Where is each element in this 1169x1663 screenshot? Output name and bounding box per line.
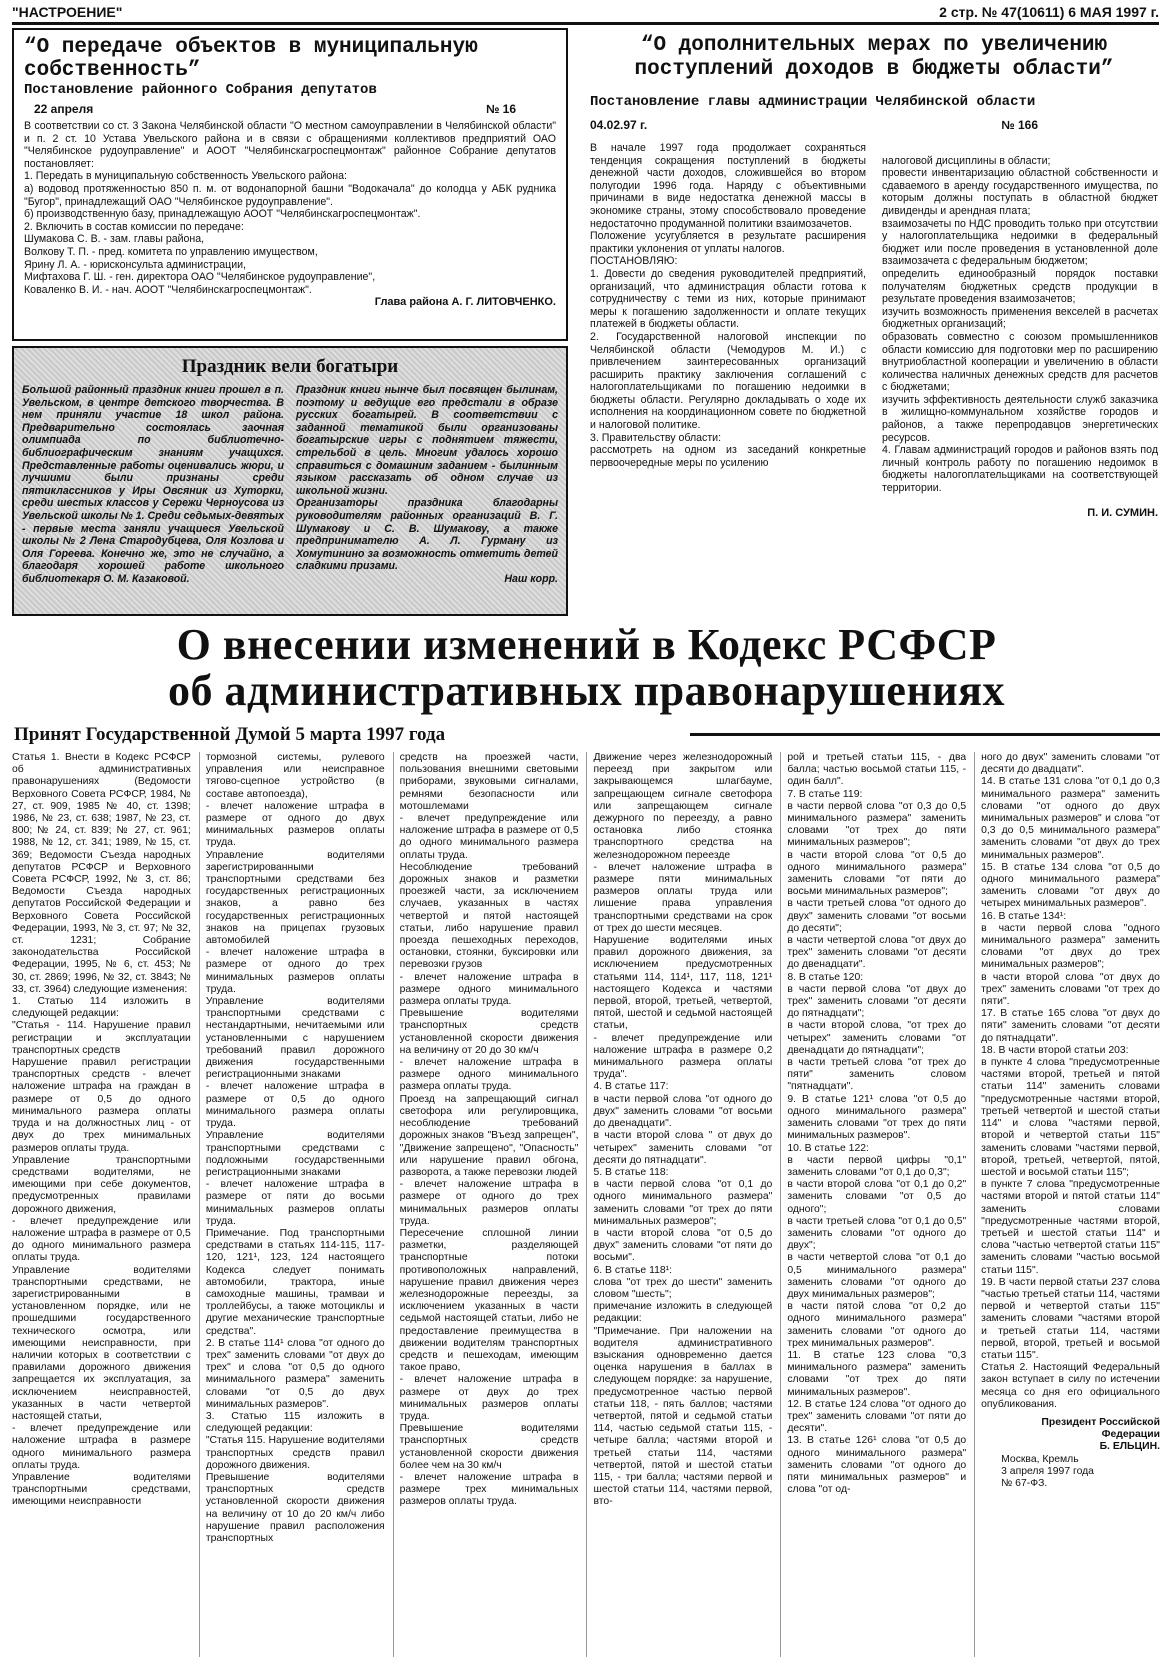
law-col-1: Статья 1. Внести в Кодекс РСФСР об административных правонарушениях (Ведомости Верховного Совета РСФСР, 1984, № 27, ст. 909, 1985 № 40, ст. 1398; 1986, № 23, ст. 638; 1987, № 23, ст. 800; № 24, ст. 839; № 27, ст. 961; 1988, № 12, ст. 341; 1989, № 15, ст. 369; Ведомости Съезда народных депутатов РСФСР и Верховного Совета РСФСР, 1992, № 3, ст. 86; Ведомости Съезда народных депутатов Российской Федерации и Верховного Совета Российской Федерации, 1993, № 3, ст. 97; № 32, ст. 1231; Собрание законодательства Российской Федерации, 1995, № 6, ст. 453; № 30, ст. 2869; 1996, № 32, ст. 3843; № 33, ст. 3964) следующие изменения: 1. Статью 114 изложить в следующей редакции: "Статья - 114. Нарушение правил регистрации и эксплуатации транспортных средств Нарушение правил регистрации транспортных средств - влечет наложение штрафа на граждан в размере от 0,5 до одного минимального размера оплаты труда и на должностных лиц - от двух до трех минимальных размеров оплаты труда. Управление транспортными средствами водителями, не имеющими при себе документов, предусмотренных правилами дорожного движения, - влечет предупреждение или наложение штрафа в размере от 0,5 до одного минимального размера оплаты труда. Управление водителями транспортными средствами, не зарегистрированными в установленном порядке, или не прошедшими государственного технического осмотра, или имеющими неисправности, при наличии которых в соответствии с правилами дорожного движения запрещается их эксплуатация, за исключением неисправностей, указанных в части четвертой настоящей статьи, - влечет предупреждение или наложение штрафа в размере одного минимального размера оплаты труда. Управление водителями транспортными средствами, имеющими неисправности (12, 752, 191, 1508)
budget-col-2: налоговой дисциплины в области; провести инвентаризацию областной собственности и сдаваемого в аренду государственного имущества, по которым должны поступать в областной бюджет дивиденды и арендная плата; взаимозачеты по НДС проводить только при отсутствии у налогоплательщика недоимки в федеральный бюджет или после проведения в установленной доле взаимозачета с федеральным бюджетом; определить единообразный порядок поставки получателям бюджетных средств продукции в результате проведения взаимозачетов; изучить возможность применения векселей в расчетах бюджетных организаций; образовать совместно с союзом промышленников области комиссию для подготовки мер по расширению внутриобластной кооперации и увеличению в области количества наличных денежных средств для расчетов с бюджетами; изучить эффективность деятельности служб заказчика в жилищно-коммунальном хозяйстве городов и районов, а также перепродавцов энергетических ресурсов. 4. Главам администраций городов и районов взять под личный контроль работу по погашению недоимок в бюджеты налогоплательщиками на соответствующей территории. (882, 154, 1158, 495)
budget-title: “О дополнительных мерах по увеличению поступлений доходов в бюджеты области” (634, 34, 1114, 81)
law-title-line-1: О внесении изменений в Кодекс РСФСР (176, 620, 997, 669)
holiday-article (12, 346, 568, 616)
budget-number: № 166 (1001, 118, 1038, 132)
budget-date: 04.02.97 г. (590, 118, 648, 132)
municipal-subtitle: Постановление районного Собрания депутатов (24, 82, 377, 98)
municipal-resolution (12, 28, 568, 341)
law-col-5: рой и третьей статьи 115, - два балла; частью восьмой статьи 115, - один балл". 7. В статье 119: в части первой слова "от 0,3 до 0,5 минимального размера" заменить словами "от трех до пяти минимальных размеров"; в части второй слова "от 0,5 до одного минимального размера" заменить словами "от пяти до восьми минимальных размеров"; в части третьей слова "от одного до двух" заменить словами "от восьми до десяти"; в части четвертой слова "от двух до трех" заменить словами "от десяти до двенадцати". 8. В статье 120: в части первой слова "от двух до трех" заменить словами "от десяти до пятнадцати"; в части второй слова, "от трех до четырех" заменить словами "от двенадцати до пятнадцати"; в части третьей слова "от трех до пяти" заменить словом "пятнадцати". 9. В статье 121¹ слова "от 0,5 до одного минимального размера" заменить словами "от трех до пяти минимальных размеров". 10. В статье 122: в части первой цифры "0,1" заменить словами "от 0,1 до 0,3"; в части второй слова "от 0,1 до 0,2" заменить словами "от 0,5 до одного"; в части третьей слова "от 0,1 до 0,5" заменить словами "от одного до двух"; в части четвертой слова "от 0,1 до 0,5 минимального размера" заменить словами "от одного до двух минимальных размеров"; в части пятой слова "от 0,2 до одного минимального размера" заменить словами "от одного до трех минимальных размеров". 11. В статье 123 слова "0,3 минимального размера" заменить словами "от трех до пяти минимальных размеров". 12. В статье 124 слова "от одного до трех" заменить словами "от пяти до десяти". 13. В статье 126¹ слова "от 0,5 до одного минимального размера" заменить словами "от одного до пяти минимальных размеров" и слова "от од- (780, 752, 966, 1657)
section-name: "НАСТРОЕНИЕ" (12, 4, 123, 20)
budget-subtitle: Постановление главы администрации Челябинской области (590, 94, 1036, 110)
law-title-line-2: об административных правонарушениях (168, 666, 1005, 715)
law-body (12, 752, 1160, 1657)
budget-resolution (590, 28, 1158, 618)
law-col-6: ного до двух" заменить словами "от десяти до двадцати". 14. В статье 131 слова "от 0,1 до 0,3 минимального размера" заменить словами "от одного до двух минимальных размеров" и слова "от 0,3 до 0,5 минимального размера" заменить словами "от двух до трех минимальных размеров". 15. В статье 134 слова "от 0,5 до одного минимального размера" заменить словами "от двух до четырех минимальных размеров". 16. В статье 134¹: в части первой слова "одного минимального размера" заменить словами "от двух до трех минимальных размеров"; в части второй слова "от двух до трех" заменить словами "от трех до пяти". 17. В статье 165 слова "от двух до пяти" заменить словами "от десяти до пятнадцати". 18. В части второй статьи 203: в пункте 4 слова "предусмотренные частями второй, третьей и пятой статьи 114" заменить словами "предусмотренные частями второй, третьей четвертой и шестой статьи 114" и слова "частями первой, второй и четвертой статьи 115" заменить словами "частями первой, второй, третьей, четвертой, пятой, шестой и восьмой статьи 115"; в пункте 7 слова "предусмотренные частями второй и пятой статьи 114" заменить словами "предусмотренные частями второй, третьей и шестой статьи 114" и слова "частью четвертой статьи 115" заменить словами "частью восьмой статьи 115". 19. В части первой статьи 237 слова "частью третьей статьи 114, частями первой и четвертой статьи 115" заменить словами "частями второй и третьей статьи 114, частями первой, второй, третьей и восьмой статьи 115". Статья 2. Настоящий Федеральный закон вступает в силу по истечении месяца со дня его официального опубликования. (981, 752, 1160, 1410)
law-place: Москва, Кремль (1001, 1453, 1079, 1465)
holiday-col-1: Большой районный праздник книги прошел в п. Увельском, в центре детского творчества. В нем приняли участие 18 школ района. Предварительно состоялась заочная олимпиада по библиотечно-библиографическим знаниям учащихся. Представленные работы оценивались жюри, и лучшими были признаны среди пятиклассников у Иры Овсяник из Хуторки, среди шестых классов у Сережи Черноусова из Увельской школы № 1. Среди седьмых-девятых - первые места заняли учащиеся Увельской школы № 2 Лена Стародубцева, Оля Козлова и Оля Гореева. Конечно же, это не случайно, а благодаря хорошей работе школьного библиотекаря О. М. Казаковой. (22, 384, 284, 585)
law-number: № 67-ФЗ. (1001, 1477, 1048, 1489)
law-headline (14, 622, 1159, 714)
budget-col-1: В начале 1997 года продолжает сохраняться тенденция сокращения поступлений в бюджеты денежной части доходов, сложившейся во втором полугодии 1996 года. Наряду с объективными причинами в виде недостатка денежной массы в экономике страны, этому способствовало проведение недостаточно продуманной политики взаимозачетов. Положение усугубляется в результате расширения практики уклонения от уплаты налогов. ПОСТАНОВЛЯЮ: 1. Довести до сведения руководителей предприятий, организаций, что администрация области готова к сотрудничеству с теми из них, которые принимают меры к погашению задолженности и оплате текущих платежей в бюджеты области. 2. Государственной налоговой инспекции по Челябинской области (Чемодуров М. И.) с привлечением заинтересованных организаций расширить практику заключения соглашений с налогоплательщиками по погашению недоимки в бюджеты области. Регулярно докладывать о ходе их исполнения на координационном совете по бюджетной и налоговой политике. 3. Правительству области: рассмотреть на одном из заседаний конкретные первоочередные меры по усилению (590, 142, 866, 469)
holiday-title: Праздник вели богатыри (181, 356, 399, 377)
law-col-2: тормозной системы, рулевого управления или неисправное тягово-сцепное устройство (в составе автопоезда), - влечет наложение штрафа в размере от одного до двух минимальных размеров оплаты труда. Управление водителями зарегистрированными транспортными средствами без государственных регистрационных знаков, а равно без государственных регистрационных знаков на прицепах грузовых автомобилей - влечет наложение штрафа в размере от одного до трех минимальных размеров оплаты труда. Управление водителями транспортными средствами с нестандартными, нечитаемыми или установленными с нарушением требований правил дорожного движения государственными регистрационными знаками - влечет наложение штрафа в размере от 0,5 до одного минимального размера оплаты труда. Управление водителями транспортными средствами с подложными государственными регистрационными знаками - влечет наложение штрафа в размере от пяти до восьми минимальных размеров оплаты труда. Примечание. Под транспортными средствами в статьях 114-115, 117-120, 121¹, 123, 124 настоящего Кодекса следует понимать автомобили, трактора, иные самоходные машины, трамваи и троллейбусы, а также мотоциклы и другие механические транспортные средства". 2. В статье 114¹ слова "от одного до трех" заменить словами "от двух до трех" и слова "от 0,5 до одного минимального размера" заменить словами "от 0,5 до двух минимальных размеров". 3. Статью 115 изложить в следующей редакции: "Статья 115. Нарушение водителями транспортных средств правил дорожного движения. Превышение водителями транспортных средств установленной скорости движения на величину от 10 до 20 км/ч либо нарушение правил расположения транспортных (199, 752, 385, 1657)
law-date: 3 апреля 1997 года (1001, 1465, 1094, 1477)
issue-info: 2 стр. № 47(10611) 6 МАЯ 1997 г. (939, 4, 1159, 20)
municipal-signature: Глава района А. Г. ЛИТОВЧЕНКО. (374, 296, 556, 309)
holiday-col-2: Праздник книги нынче был посвящен былинам, поэтому и ведущие его предстали в образе русских богатырей. В соответствии с заданной тематикой были организованы богатырские игры с поднятием тяжести, стрельбой в цель. Многим удалось хорошо справиться с домашним заданием - былинным языком рассказать об одном случае из школьной жизни. Организаторы праздника благодарны руководителям районных организаций В. Г. Шумакову и С. В. Шумакову, а также предпринимателю А. Л. Гурману из Хомутинино за возможность отметить детей сладкими призами. (296, 384, 558, 573)
holiday-source: Наш корр. (504, 572, 558, 585)
law-col-3: средств на проезжей части, пользования внешними световыми приборами, звуковыми сигналами, ремнями безопасности или мотошлемами - влечет предупреждение или наложение штрафа в размере от 0,5 до одного минимального размера оплаты труда. Несоблюдение требований дорожных знаков и разметки проезжей части, за исключением случаев, указанных в частях четвертой и пятой настоящей статьи, либо нарушение правил проезда пешеходных переходов, остановки, стоянки, буксировки или перевозки грузов - влечет наложение штрафа в размере одного минимального размера оплаты труда. Превышение водителями транспортных средств установленной скорости движения на величину от 20 до 30 км/ч - влечет наложение штрафа в размере одного минимального размера оплаты труда. Проезд на запрещающий сигнал светофора или регулировщика, несоблюдение требований дорожных знаков "Въезд запрещен", "Движение запрещено", "Опасность" или нарушение правил обгона, разворота, а также перевозки людей - влечет наложение штрафа в размере от одного до трех минимальных размеров оплаты труда. Пересечение сплошной линии разметки, разделяющей транспортные потоки противоположных направлений, нарушение правил движения через железнодорожные переезды, за исключением указанных в части седьмой настоящей статьи, либо не предоставление преимущества в движении водителям транспортных средств и пешеходам, имеющим такое право, - влечет наложение штрафа в размере от двух до трех минимальных размеров оплаты труда. Превышение водителями транспортных средств установленной скорости движения более чем на 30 км/ч - влечет наложение штрафа в размере трех минимальных размеров оплаты труда. (393, 752, 579, 1657)
municipal-body: В соответствии со ст. 3 Закона Челябинской области "О местном самоуправлении в Челябинской области" и п. 2 ст. 10 Устава Увельского района и в связи с обращениями коллективов предприятий ОАО "Челябинское рудоуправление" и АООТ "Челябинскагроспецмонтаж" районное Собрание депутатов постановляет: 1. Передать в муниципальную собственность Увельского района: а) водовод протяженностью 850 п. м. от водонапорной башни "Водокачала" до колодца у АБК рудника "Бугор", принадлежащий ОАО "Челябинское рудоуправление". б) производственную базу, принадлежащую АООТ "Челябинскагроспецмонтаж". 2. Включить в состав комиссии по передаче: Шумакова С. В. - зам. главы района, Волкову Т. П. - пред. комитета по управлению имуществом, Ярину Л. А. - юрисконсульта администрации, Мифтахова Г. Ш. - ген. директора ОАО "Челябинское рудоуправление", Коваленко В. И. - нач. АООТ "Челябинскагроспецмонтаж". (24, 120, 556, 296)
page-header (12, 2, 1159, 25)
law-col-4: Движение через железнодорожный переезд при закрытом или закрывающемся шлагбауме, запрещающем сигнале светофора или запрещающем сигнале дежурного по переезду, а равно остановка либо стоянка транспортного средства на железнодорожном переезде - влечет наложение штрафа в размере пяти минимальных размеров оплаты труда или лишение права управления транспортными средствами на срок от трех до шести месяцев. Нарушение водителями иных правил дорожного движения, за исключением предусмотренных статьями 114, 114¹, 117, 118, 121¹ настоящего Кодекса и частями первой, второй, третьей, четвертой, пятой, шестой и седьмой настоящей статьи, - влечет предупреждение или наложение штрафа в размере 0,2 минимального размера оплаты труда". 4. В статье 117: в части первой слова "от одного до двух" заменить словами "от восьми до двенадцати". в части второй слова " от двух до четырех" заменить словами "от десяти до пятнадцати". 5. В статье 118: в части первой слова "от 0,1 до одного минимального размера" заменить словами "от трех до пяти минимальных размеров"; в части второй слова "от 0,5 до двух" заменить словами "от пяти до восьми". 6. В статье 118¹: слова "от трех до шести" заменить словом "шесть"; примечание изложить в следующей редакции: "Примечание. При наложении на водителя административного взыскания одновременно дается оценка нарушения в баллах в следующем порядке: за нарушение, предусмотренное частью первой статьи 118, - пять баллов; частями четвертой, пятой и седьмой статьи 114, частью седьмой статьи 115, - четыре балла; частями второй и третьей статьи 114, частями четвертой, пятой и шестой статьи 115, - три балла; частями первой и шестой статьи 114, частями первой, вто- (586, 752, 772, 1657)
budget-signature: П. И. СУМИН. (1087, 507, 1158, 520)
municipal-title: “О передаче объектов в муниципальную собственность” (24, 36, 478, 82)
law-subtitle: Принят Государственной Думой 5 марта 1997 года (14, 724, 446, 745)
municipal-date: 22 апреля (34, 102, 94, 116)
law-signer-title: Президент Российской Федерации (1041, 1416, 1160, 1441)
law-signer-name: Б. ЕЛЬЦИН. (1099, 1441, 1160, 1453)
municipal-number: № 16 (485, 102, 516, 116)
divider (690, 733, 1160, 736)
